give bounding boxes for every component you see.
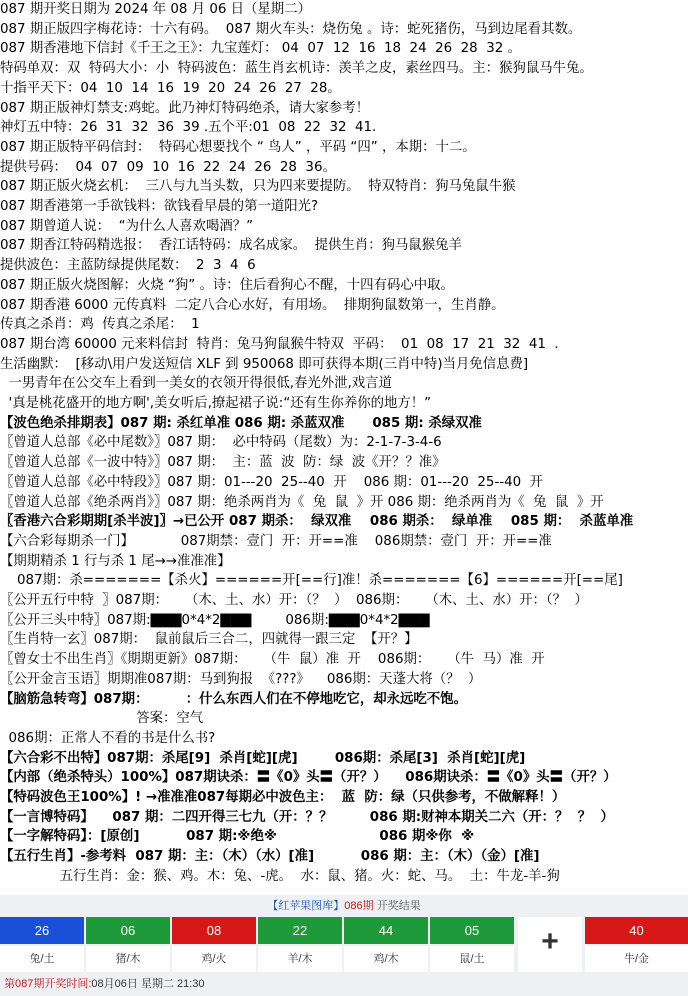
- ball-number: 40: [629, 923, 644, 938]
- ball-number: 22: [292, 923, 308, 938]
- document-line: 一男青年在公交车上看到一美女的衣领开得很低,春光外泄,戏言道: [0, 376, 392, 392]
- document-line: 087 期正版神灯禁支:鸡蛇。此乃神灯特码绝杀，请大家参考！: [0, 100, 370, 116]
- document-line: 【波色绝杀排期表】087 期: 杀红单准 086 期: 杀蓝双准 085 期: 杀绿双准: [0, 415, 482, 431]
- ball-number: 26: [34, 923, 50, 938]
- document-line: 生活幽默： [移动\用户发送短信 XLF 到 950068 即可获得本期(三肖中特)当月免信息费]: [0, 356, 529, 372]
- result-suffix: 开奖结果: [376, 900, 421, 912]
- result-zodiac-6: 鼠/土: [430, 946, 514, 972]
- result-ball-6: [430, 917, 514, 944]
- document-line: 五行生肖：金：猴、鸡。木：兔、-虎。 水：鼠、猪。火：蛇、马。 土：牛龙-羊-狗: [0, 868, 560, 884]
- result-zodiac-2: 猪/木: [86, 946, 170, 972]
- document-line: 〖曾道人总部《必中尾数》〗087 期： 必中特码（尾数）为：2-1-7-3-4-6: [0, 435, 442, 451]
- document-line: 【六合彩不出特】087期：杀尾[9] 杀肖[蛇][虎] 086期：杀尾[3] 杀肖[蛇][虎]: [0, 750, 526, 766]
- draw-time-label: 第087期开奖时间:: [4, 978, 92, 990]
- document-line: 087 期香港 6000 元传真料 二定八合心水好，有用场。 排期狗鼠数第一，生肖静。: [0, 297, 505, 313]
- document-line: 087 期正版特平码信封： 特码心想要找个 “ 鸟人” ，平码 “四” ，本期：十二。: [0, 139, 476, 155]
- document-line: 提供波色：主蓝防绿提供尾数： 2 3 4 6: [0, 258, 256, 274]
- document-line: 答案：空气: [0, 711, 204, 727]
- document-line: 〖香港六合彩期期[杀半波]〗→已公开 087 期杀： 绿双准 086 期杀： 绿单准 085 期： 杀蓝单准: [0, 514, 634, 530]
- document-line: 〖公开金言玉语〗期期准087期：马到狗报 《???》 086期：天蓬大将（？ ）: [0, 671, 482, 687]
- result-special-ball: [585, 917, 688, 944]
- ball-number: 08: [206, 923, 222, 938]
- result-special-zodiac: 牛/金: [585, 946, 688, 972]
- document-line: 087 期香港第一手欲钱料：欲钱看早晨的第一道阳光?: [0, 199, 319, 214]
- document-line: 087 期正版火烧图解：火烧 “狗” 。诗：住后看狗心不醒，十四有码心中取。: [0, 277, 454, 293]
- result-ball-4: [258, 917, 342, 944]
- document-line: 〖曾道人总部《绝杀两肖》〗087 期：绝杀两肖为《 兔 鼠 》开 086 期：绝杀两肖为《 兔 鼠 》开: [0, 494, 604, 510]
- document-line: 提供号码： 04 07 09 10 16 22 24 26 28 36。: [0, 159, 336, 175]
- document-line: 087 期香江特码精选报： 香江话特码：成名成家。 提供生肖：狗马鼠猴兔羊: [0, 238, 462, 254]
- document-line: 〖公开三头中特〗087期:▇▇▇0*4*2▇▇▇ 086期:▇▇▇0*4*2▇▇▇: [0, 612, 430, 628]
- plus-icon: +: [518, 917, 582, 972]
- document-line: 传真之杀肖：鸡 传真之杀尾： 1: [0, 317, 200, 333]
- draw-result-panel: [0, 895, 688, 996]
- document-line: 〖曾道人总部《一波中特》〗087 期： 主：蓝 波 防：绿 波《开？？准》: [0, 455, 446, 471]
- document-line: 〖公开五行中特 〗087期： （木、土、水）开：（？ ） 086期： （木、土、水）开：（？ ）: [0, 593, 588, 608]
- document-line: 十指平天下：04 10 14 16 19 20 24 26 27 28。: [0, 80, 341, 96]
- document-line: 〖曾道人总部《必中特段》〗087 期：01---20 25--40 开 086 期：01---20 25--40 开: [0, 474, 544, 490]
- document-line: 【内部（绝杀特头）100%】087期诀杀：〓《0》头〓（开？） 086期诀杀：〓《0》头〓（开？）: [0, 770, 617, 786]
- document-line: 【六合彩每期杀一门】 087期禁：壹门 开：开==准 086期禁：壹门 开：开==准: [0, 533, 552, 549]
- document-line: 【特码波色王100%】! →准准准087每期必中波色主： 蓝 防：绿（只供参考，不做解释！）: [0, 790, 566, 805]
- document-line: 087期：杀=======【杀火】======开[==行]准！杀=======【6】======开[==尾]: [0, 573, 623, 589]
- document-line: 086期：正常人不看的书是什么书?: [0, 730, 216, 746]
- document-line: 〖生肖特一玄〗087期： 鼠前鼠后三合二，四就得一跟三定 【开？】: [0, 632, 418, 648]
- ball-number: 05: [464, 923, 480, 938]
- result-site-name[interactable]: 【红苹果图库】: [267, 900, 345, 912]
- document-line: 神灯五中特：26 31 32 36 39 .五个平:01 08 22 32 41.: [0, 120, 377, 136]
- document-line: 〖曾女士不出生肖〗《期期更新》087期： （牛 鼠）准 开 086期： （牛 马）准 开: [0, 652, 545, 668]
- result-ball-5: [344, 917, 428, 944]
- result-ball-2: [86, 917, 170, 944]
- document-line: 特码单双：双 特码大小：小 特码波色：蓝生肖玄机诗：羡羊之皮，素丝四马。主：猴狗鼠马牛兔。: [0, 61, 593, 77]
- draw-time-value: 08月06日 星期二 21:30: [91, 978, 205, 990]
- document-line: 【五行生肖】-参考料 087 期：主：（木）（水）[准] 086 期：主：（木）（金）[准]: [0, 849, 540, 865]
- document-line: 087 期正版四字梅花诗：十六有码。 087 期火车头：烧伤兔 。诗：蛇死猪伤，马到边尾看其数。: [0, 21, 582, 37]
- document-line: 【一言博特码】 087 期：二四开得三七九（开：？？ 086 期:财神本期关二六（开：？ ？ ）: [0, 809, 614, 825]
- document-line: 087 期曾道人说： “为什么人喜欢喝酒？”: [0, 218, 254, 234]
- result-zodiac-4: 羊/木: [258, 946, 342, 972]
- document-line: '真是桃花盛开的地方啊',美女听后,撩起裙子说:“还有生你养你的地方！”: [0, 396, 432, 411]
- ball-number: 44: [378, 923, 394, 938]
- result-zodiac-1: 兔/土: [0, 946, 84, 972]
- ball-number: 06: [120, 923, 136, 938]
- document-line: 087 期香港地下信封《千王之王》：九宝莲灯： 04 07 12 16 18 24 26 28 32 。: [0, 41, 521, 57]
- result-ball-3: [172, 917, 256, 944]
- document-line: 087 期正版火烧玄机： 三八与九当头数，只为四来要提防。 特双特肖：狗马兔鼠牛猴: [0, 179, 516, 195]
- document-line: 087 期开奖日期为 2024 年 08 月 06 日（星期二）: [0, 2, 311, 17]
- document-line: 【期期精杀 1 行与杀 1 尾→→准准准】: [0, 553, 231, 569]
- draw-time-footer: [0, 975, 688, 994]
- result-issue: 086期: [344, 900, 374, 912]
- result-title: [0, 897, 688, 915]
- result-zodiac-5: 鸡/木: [344, 946, 428, 972]
- result-zodiac-3: 鸡/火: [172, 946, 256, 972]
- document-line: 【一字解特码】：[原创] 087 期:※绝※ 086 期※你 ※: [0, 829, 475, 845]
- document-line: 【脑筋急转弯】087期： ：什么东西人们在不停地吃它，却永远吃不饱。: [0, 691, 467, 707]
- document-line: 087 期台湾 60000 元来料信封 特肖：兔马狗鼠猴牛特双 平码： 01 08 17 21 32 41 .: [0, 336, 559, 352]
- result-ball-1: [0, 917, 84, 944]
